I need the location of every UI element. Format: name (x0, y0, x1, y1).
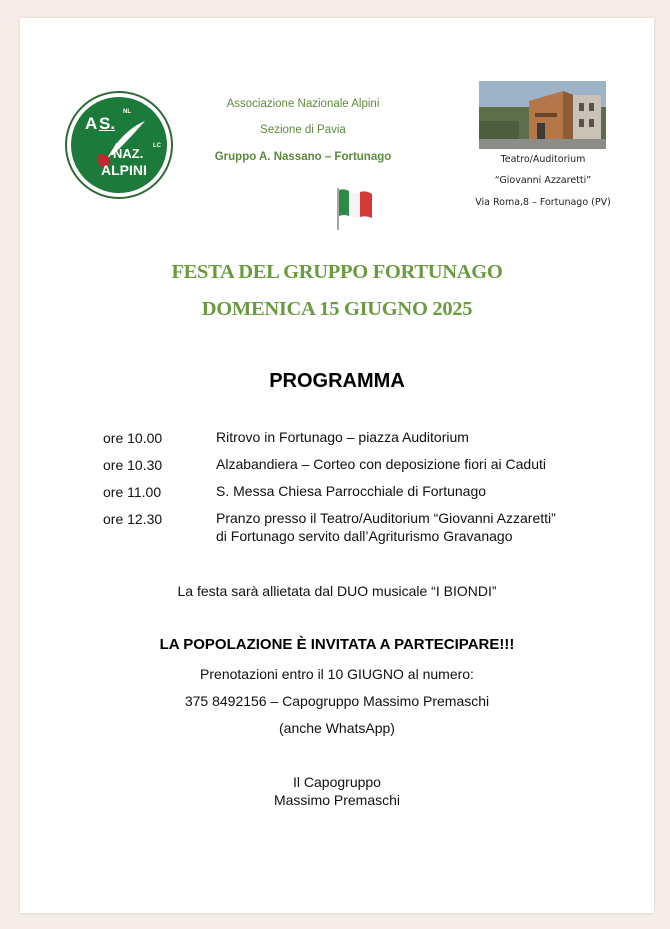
association-line-3: Gruppo A. Nassano – Fortunago (214, 151, 392, 163)
booking-whatsapp-note: (anche WhatsApp) (279, 720, 395, 736)
program-time: ore 12.30 (103, 511, 163, 527)
program-desc: di Fortunago servito dall’Agriturismo Gravanago (216, 528, 513, 544)
venue-photo (479, 81, 606, 149)
venue-line-2: “Giovanni Azzaretti” (494, 175, 592, 186)
logo-text-a: A (85, 114, 98, 133)
logo-text-lc: LC (153, 143, 161, 149)
association-line-2: Sezione di Pavia (260, 124, 346, 136)
music-note: La festa sarà allietata dal DUO musicale “I BIONDI” (177, 583, 497, 599)
event-date: DOMENICA 15 GIUGNO 2025 (201, 298, 473, 320)
program-time: ore 10.00 (103, 430, 163, 446)
flyer-page (20, 18, 654, 913)
logo-text-s: S. (99, 114, 116, 133)
signature-name: Massimo Premaschi (273, 792, 401, 808)
booking-phone-line: 375 8492156 – Capogruppo Massimo Premaschi (184, 693, 490, 709)
signature-role: Il Capogruppo (293, 774, 381, 790)
logo-text-nl: NL (123, 109, 131, 115)
booking-line-1: Prenotazioni entro il 10 GIUGNO al numero: (200, 666, 474, 682)
italian-flag-icon (336, 186, 376, 232)
invite-headline: LA POPOLAZIONE È INVITATA A PARTECIPARE!!! (159, 636, 515, 653)
venue-line-3: Via Roma,8 – Fortunago (PV) (475, 197, 611, 208)
ana-logo (65, 91, 173, 199)
program-heading: PROGRAMMA (269, 370, 405, 392)
program-desc: S. Messa Chiesa Parrocchiale di Fortunago (216, 483, 487, 499)
logo-text-naz: NAZ. (113, 146, 144, 161)
association-line-1: Associazione Nazionale Alpini (226, 98, 380, 110)
program-desc: Pranzo presso il Teatro/Auditorium “Giovanni Azzaretti” (216, 510, 556, 526)
program-time: ore 10.30 (103, 457, 163, 473)
logo-text-alpini: ALPINI (101, 162, 147, 178)
program-desc: Ritrovo in Fortunago – piazza Auditorium (216, 429, 469, 445)
program-desc: Alzabandiera – Corteo con deposizione fiori ai Caduti (216, 456, 546, 472)
venue-line-1: Teatro/Auditorium (500, 154, 586, 165)
building-illustration (479, 81, 606, 149)
program-time: ore 11.00 (103, 484, 162, 500)
logo-emblem (71, 97, 167, 193)
event-title: FESTA DEL GRUPPO FORTUNAGO (171, 261, 503, 283)
